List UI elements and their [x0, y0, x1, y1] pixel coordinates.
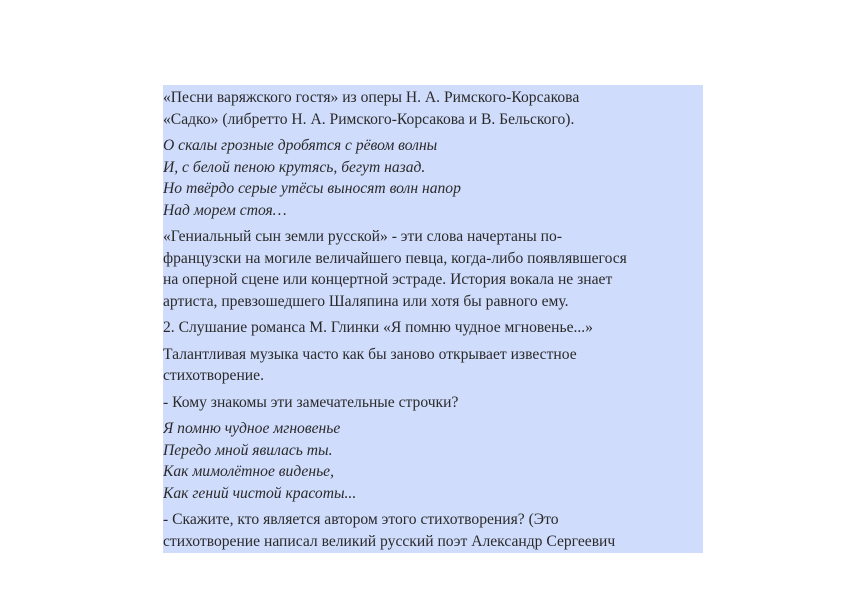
poem-line: Я помню чудное мгновенье	[163, 420, 341, 437]
poem-line: И, с белой пеною крутясь, бегут назад.	[163, 158, 426, 176]
highlighted-text-block	[163, 85, 703, 553]
poem-line: Как гений чистой красоты...	[163, 484, 357, 502]
poem-varyag-song	[163, 135, 703, 221]
line: на оперной сцене или концертной эстраде. История вокала не знает	[163, 271, 613, 288]
line: - Скажите, кто является автором этого стихотворения? (Это	[163, 511, 559, 528]
line: - Кому знакомы эти замечательные строчки?	[163, 393, 459, 411]
line: «Садко» (либретто Н. А. Римского-Корсакова и В. Бельского).	[163, 110, 575, 128]
paragraph-question	[163, 392, 703, 414]
paragraph-chaliapin	[163, 226, 703, 312]
line: артиста, превзошедшего Шаляпина или хотя бы равного ему.	[163, 292, 569, 310]
line: Талантливая музыка часто как бы заново открывает известное	[163, 345, 577, 363]
paragraph-author-question	[163, 509, 703, 552]
line: французски на могиле величайшего певца, когда-либо появлявшегося	[163, 249, 627, 267]
line: 2. Слушание романса М. Глинки «Я помню чудное мгновенье...»	[163, 319, 593, 336]
poem-line: Как мимолётное виденье,	[163, 463, 335, 480]
poem-line: Над морем стоя…	[163, 201, 287, 219]
line: «Песни варяжского гостя» из оперы Н. А. Римского-Корсакова	[163, 89, 580, 106]
line: стихотворение.	[163, 367, 264, 384]
line: «Гениальный сын земли русской» - эти слова начертаны по-	[163, 228, 563, 245]
paragraph-listening-heading	[163, 317, 703, 339]
poem-line: О скалы грозные дробятся с рёвом волны	[163, 137, 438, 154]
poem-pushkin	[163, 418, 703, 504]
line: стихотворение написал великий русский поэт Александр Сергеевич	[163, 532, 616, 550]
paragraph-music-intro	[163, 344, 703, 387]
paragraph-opera-title	[163, 87, 703, 130]
poem-line: Но твёрдо серые утёсы выносят волн напор	[163, 180, 461, 197]
poem-line: Передо мной явилась ты.	[163, 441, 333, 459]
